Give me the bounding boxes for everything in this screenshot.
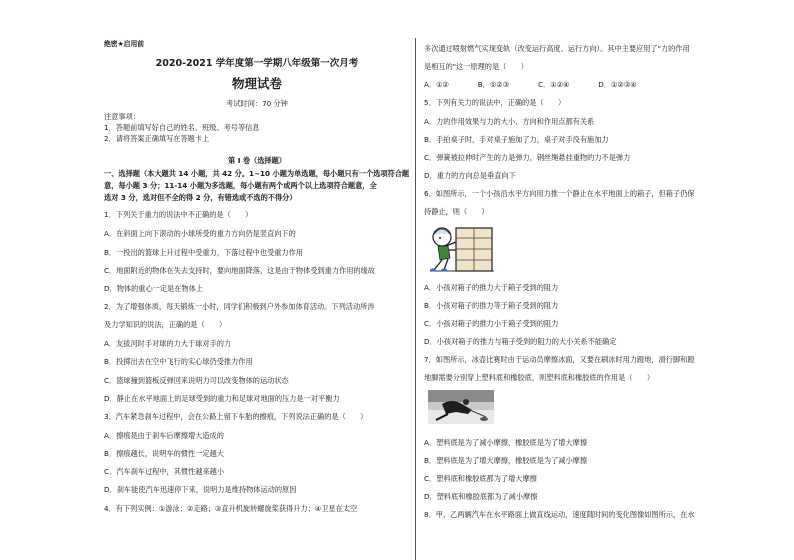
secret-mark: 绝密★启用前	[104, 40, 145, 48]
question-1-option: A．在斜面上向下滚动的小球所受的重力方向仍是竖直向下的	[104, 229, 296, 238]
question-6-stem: 6．如图所示，一个小孩沿水平方向用力推一个静止在水平地面上的箱子，但箱子仍保	[424, 189, 695, 198]
question-5-option: B．手拍桌子时，手对桌子施加了力，桌子对手没有施加力	[424, 135, 609, 144]
question-7-option: D．塑料底和橡胶底都为了减小摩擦	[424, 492, 538, 501]
question-7-option: B．塑料底是为了增大摩擦，橡胶底是为了减小摩擦	[424, 456, 588, 465]
question-3-option: B．擦痕越长，说明车的惯性一定越大	[104, 449, 224, 458]
exam-time: 考试时间：70 分钟	[226, 99, 288, 108]
exam-subtitle: 物理试卷	[231, 76, 282, 91]
section-instructions: 选对 3 分，选对但不全的得 2 分，有错选或不选的不得分）	[104, 193, 297, 202]
question-5-stem: 5．下列有关力的说法中，正确的是（ ）	[424, 98, 566, 107]
question-5-option: C．弹簧被拉伸时产生的力是弹力，钢丝绳悬挂重物的力不是弹力	[424, 153, 631, 162]
question-4-stem: 是相互的"这一原理的是（ ）	[424, 62, 528, 71]
question-1-option: D．物体的重心一定是在物体上	[104, 284, 203, 293]
question-4-options: A．①② B．①②③ C．①②④ D．①②③④	[424, 80, 637, 89]
question-6-option: D．小孩对箱子的推力与箱子受到的阻力的大小关系不能确定	[424, 337, 617, 346]
notice-item: 1．答题前填写好自己的姓名、班级、考号等信息	[104, 123, 260, 132]
question-5-option: A．力的作用效果与力的大小、方向和作用点都有关系	[424, 117, 595, 126]
section-instructions: 意，每小题 3 分；11-14 小题为多选题，每小题有两个或两个以上选项符合题意，全	[104, 181, 377, 190]
question-6-option: C．小孩对箱子的推力小于箱子受到的阻力	[424, 319, 559, 328]
question-4-stem: 多次通过喷射燃气实现变轨（改变运行高度、运行方向）。其中主要应用了"力的作用	[424, 44, 690, 53]
question-2-option: D．静止在水平地面上的足球受到的重力和足球对地面的压力是一对平衡力	[104, 394, 340, 403]
section-instructions: 一、选择题（本大题共 14 小题，共 42 分。1~10 小题为单选题，每小题只有一个选项符合题	[104, 169, 410, 178]
child-pushing-box-figure	[428, 222, 496, 274]
question-6-option: A．小孩对箱子的推力大于箱子受到的阻力	[424, 283, 559, 292]
question-1-stem: 1．下列关于重力的说法中不正确的是（ ）	[104, 210, 253, 219]
question-3-option: C．汽车刹车过程中，其惯性越来越小	[104, 467, 225, 476]
question-5-option: D．重力的方向总是垂直向下	[424, 171, 516, 180]
question-3-stem: 3．汽车紧急刹车过程中，会在公路上留下车胎的擦痕，下列说法正确的是（ ）	[104, 412, 368, 421]
question-1-option: B．一投出的篮球上升过程中受重力，下落过程中也受重力作用	[104, 248, 303, 257]
column-divider	[415, 38, 416, 560]
question-6-option: B．小孩对箱子的推力等于箱子受到的阻力	[424, 301, 559, 310]
question-4-stem: 4．有下列实例：①游泳；②走路；③直升机旋转螺旋桨获得升力；④卫星在太空	[104, 504, 358, 513]
question-8-stem: 8．甲、乙两辆汽车在水平路面上做直线运动，速度随时间的变化图像如图所示，在水	[424, 510, 695, 519]
question-1-option: C．地面附近的物体在失去支持时，要向地面降落，这是由于物体受到重力作用的缘故	[104, 266, 375, 275]
exam-title: 2020-2021 学年度第一学期八年级第一次月考	[155, 58, 359, 69]
question-2-option: A．友拔河时手对球的力大于球对手的力	[104, 339, 232, 348]
section-heading: 第 I 卷（选择题）	[228, 156, 286, 165]
curling-athlete-photo	[428, 390, 494, 424]
question-2-option: B．投掷出去在空中飞行的实心球仍受推力作用	[104, 357, 253, 366]
question-7-stem: 7．如图所示，冰壶比赛时由于运动员摩擦冰面，又要在刷冰时用力蹬地，滑行脚和蹬	[424, 355, 695, 364]
question-2-option: C．篮球撞到篮板反弹回来说明力可以改变物体的运动状态	[104, 376, 289, 385]
notice-item: 2．请将答案正确填写在答题卡上	[104, 134, 210, 143]
question-2-stem: 及力学知识的说法，正确的是（ ）	[104, 320, 227, 329]
question-3-option: D．刹车能使汽车迅速停下来，说明力是维持物体运动的原因	[104, 485, 297, 494]
question-3-option: A．擦痕是由于刹车后摩擦增大造成的	[104, 431, 224, 440]
question-7-option: A．塑料底是为了减小摩擦，橡胶底是为了增大摩擦	[424, 438, 588, 447]
question-7-option: C．塑料底和橡胶底都为了增大摩擦	[424, 474, 537, 483]
question-2-stem: 2．为了增强体质，每天锻炼一小时，同学们积极到户外参加体育活动。下列活动所涉	[104, 302, 375, 311]
question-6-stem: 持静止，则（ ）	[424, 207, 489, 216]
notice-heading: 注意事项：	[104, 112, 140, 121]
question-7-stem: 地脚需要分别穿上塑料底和橡胶底，则塑料底和橡胶底的作用是（ ）	[424, 373, 655, 382]
